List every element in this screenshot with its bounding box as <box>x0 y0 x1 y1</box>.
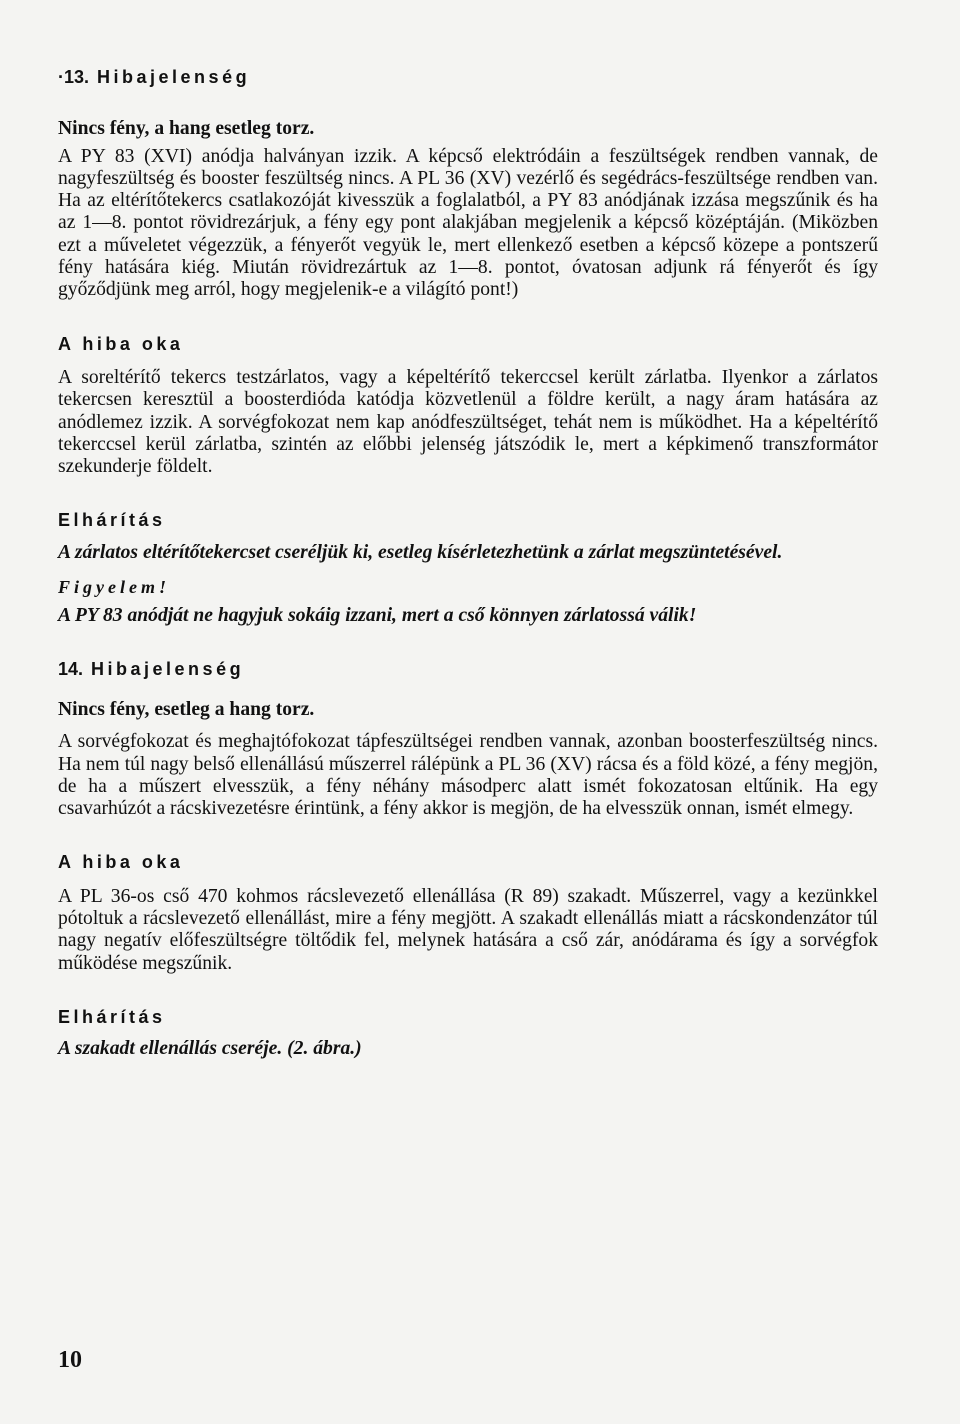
section-13-title: Hibajelenség <box>97 67 251 87</box>
section-13-warning-text: A PY 83 anódját ne hagyjuk sokáig izzani, mert a cső könnyen zárlatossá válik! <box>58 605 697 627</box>
section-13-heading <box>58 66 878 88</box>
section-13-fix-text: A zárlatos eltérítőtekercset cseréljük ki, esetleg kísérletezhetünk a zárlat megszüntetésével. <box>58 541 783 563</box>
section-13-cause-heading: A hiba oka <box>58 333 184 354</box>
section-14-body: A sorvégfokozat és meghajtófokozat tápfeszültségei rendben vannak, azonban boosterfeszültség nincs. Ha nem túl nagy belső ellenállású műszerrel rálépünk a PL 36 (XV) rácsa és a föld közé, a fény megjön, de ha a műszert elvesszük, a fény néhány másodperc alatt ismét fokozatosan eltűnik. Ha egy csavarhúzót a rácskivezetésre érintünk, a fény akkor is megjön, de ha elvesszük onnan, ismét elmegy. <box>58 731 878 820</box>
section-13-warning-heading: Figyelem! <box>58 577 170 598</box>
section-13-number: ·13. <box>58 67 90 87</box>
page-number: 10 <box>58 1347 82 1373</box>
section-14-cause-heading: A hiba oka <box>58 852 184 873</box>
section-14-heading <box>58 658 878 680</box>
section-14-subtitle: Nincs fény, esetleg a hang torz. <box>58 698 315 720</box>
section-13-subtitle: Nincs fény, a hang esetleg torz. <box>58 118 315 140</box>
section-14-fix-text: A szakadt ellenállás cseréje. (2. ábra.) <box>58 1038 362 1060</box>
page-content <box>58 64 878 1061</box>
section-14-fix-heading: Elhárítás <box>58 1006 166 1027</box>
section-14-title: Hibajelenség <box>91 658 245 679</box>
section-13-body: A PY 83 (XVI) anódja halványan izzik. A képcső elektródáin a feszültségek rendben vannak, de nagyfeszültség és booster feszültség nincs. A PL 36 (XV) vezérlő és segédrács-feszültsége rendben van. Ha az eltérítőtekercs csatlakozóját kivesszük a foglalatból, a PY 83 anódjának izzása megszűnik és ha az 1—8. pontot rövidrezárjuk, a fény egy pont alakjában megjelenik a képcső középtáján. (Miközben ezt a műveletet végezzük, a fényerőt vegyük le, mert ellenkező esetben a képcső közepe a pontszerű fény hatására kiég. Miután rövidrezártuk az 1—8. pontot, óvatosan adjunk rá fényerőt és így győződjünk meg arról, hogy megjelenik-e a világító pont!) <box>58 145 878 301</box>
section-14-cause-text: A PL 36-os cső 470 kohmos rácslevezető ellenállása (R 89) szakadt. Műszerrel, vagy a kezünkkel pótoltuk a rácslevezető ellenállást, mire a fény megjött. A szakadt ellenállás miatt a rácskondenzátor túl nagy negatív előfeszültségre töltődik fel, melynek hatására a cső zár, anódárama és így a sorvégfok működése megszűnik. <box>58 885 878 974</box>
section-14-number: 14. <box>58 658 84 679</box>
section-13-fix-heading: Elhárítás <box>58 510 166 531</box>
section-13-cause-text: A soreltérítő tekercs testzárlatos, vagy a képeltérítő tekerccsel került zárlatba. Ilyenkor a zárlatos tekercsen keresztül a boosterdióda katódja közvetlenül a földre került, a nagy áram hatására az anódlemez izzik. A sorvégfokozat nem kap anódfeszültséget, tehát nem is működhet. Ha a képeltérítő tekerccsel kerül zárlatba, szintén az előbbi jelenség játszódik le, mert a képkimenő transzformátor szekunderje földelt. <box>58 366 878 478</box>
